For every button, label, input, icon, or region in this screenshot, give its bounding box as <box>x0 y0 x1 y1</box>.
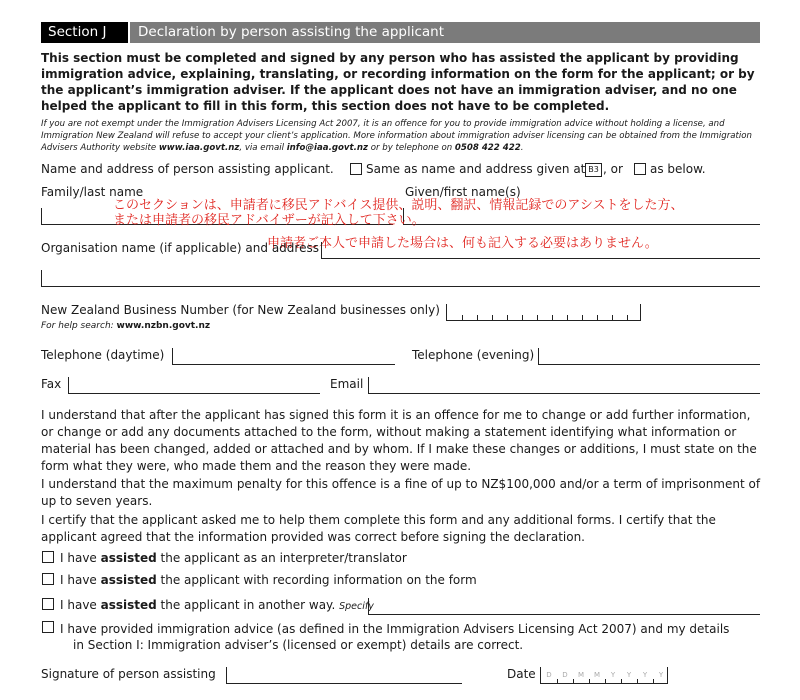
date-cell-divider <box>605 679 606 684</box>
recording-label-pre: I have <box>60 573 101 587</box>
ref-b3-box: B3 <box>585 163 602 177</box>
declaration-paragraph-2: I understand that the maximum penalty for this offence is a fine of up to NZ$100,000 and/or a term of imprisonment of up to seven years. <box>41 477 761 508</box>
immigration-advice-label-1: I have provided immigration advice (as defined in the Immigration Advisers Licensing Act 2007) and my details <box>60 622 730 636</box>
email-field-edge <box>368 377 369 394</box>
nzbn-help <box>41 321 210 331</box>
signature-field[interactable] <box>226 683 462 684</box>
date-cell <box>605 669 621 682</box>
recording-label-bold: assisted <box>100 573 157 587</box>
nzbn-help-link[interactable]: www.nzbn.govt.nz <box>116 321 211 331</box>
name-address-label: Name and address of person assisting applicant. <box>41 162 334 176</box>
note-text-4: . <box>520 143 524 153</box>
date-cell-letter: D <box>546 671 552 679</box>
date-cell-letter: M <box>593 671 601 679</box>
date-cell-letter: D <box>562 671 568 679</box>
interpreter-label-post: the applicant as an interpreter/translator <box>156 551 407 565</box>
interpreter-checkbox[interactable] <box>42 551 54 563</box>
address-field-edge <box>41 270 42 287</box>
recording-checkbox[interactable] <box>42 573 54 585</box>
nzbn-field[interactable] <box>446 304 641 321</box>
other-way-label-post: the applicant in another way. <box>156 598 336 612</box>
declaration-paragraph-3: I certify that the applicant asked me to help them complete this form and any additional forms. I certify that the applicant agreed that the information provided was correct before signing the declaration. <box>41 513 716 544</box>
email-label: Email <box>330 377 364 391</box>
family-name-field-edge <box>41 208 42 225</box>
date-cell-divider <box>637 679 638 684</box>
same-as-label: Same as name and address given at <box>366 162 586 176</box>
date-cell <box>557 669 573 682</box>
nzbn-digit-divider <box>612 315 613 320</box>
organisation-label: Organisation name (if applicable) and address <box>41 241 319 255</box>
interpreter-label-pre: I have <box>60 551 101 565</box>
nzbn-digit-divider <box>537 315 538 320</box>
nzbn-digit-divider <box>627 315 628 320</box>
other-way-label <box>60 598 374 612</box>
date-cell-letter: Y <box>626 671 632 679</box>
section-title: Declaration by person assisting the applicant <box>130 22 760 43</box>
date-cell-letter: M <box>577 671 585 679</box>
fax-label: Fax <box>41 377 62 391</box>
date-cell <box>573 669 589 682</box>
nzbn-digit-divider <box>567 315 568 320</box>
jp-annotation-1: このセクションは、申請者に移民アドバイス提供、説明、翻訳、情報記録でのアシストをした方、 <box>113 198 684 213</box>
telephone-day-label: Telephone (daytime) <box>41 348 165 362</box>
other-way-label-pre: I have <box>60 598 101 612</box>
immigration-advice-checkbox[interactable] <box>42 621 54 633</box>
nzbn-digit-divider <box>462 315 463 320</box>
date-cell <box>653 669 669 682</box>
other-way-checkbox[interactable] <box>42 598 54 610</box>
iaa-website-link[interactable]: www.iaa.govt.nz <box>158 143 240 153</box>
date-label: Date <box>507 667 536 681</box>
nzbn-help-prefix: For help search: <box>41 321 117 331</box>
same-as-checkbox[interactable] <box>350 163 362 175</box>
family-name-label: Family/last name <box>41 185 144 199</box>
intro-text: This section must be completed and signed by any person who has assisted the applicant by providing immigration advice, explaining, translating, or recording information on the form for the applicant; or by the applicant’s immigration adviser. If the applicant does not have an immigration adviser, and no one helped the applicant to fill in this form, this section does not have to be completed. <box>41 51 755 113</box>
recording-label-post: the applicant with recording information on the form <box>156 573 477 587</box>
note-text-2: , via email <box>239 143 287 153</box>
date-cell-letter: Y <box>610 671 616 679</box>
other-way-label-bold: assisted <box>100 598 157 612</box>
organisation-field-edge <box>321 242 322 259</box>
given-names-field[interactable] <box>403 224 760 225</box>
iaa-email-link[interactable]: info@iaa.govt.nz <box>286 143 368 153</box>
or-text: , or <box>603 162 623 176</box>
telephone-evening-label: Telephone (evening) <box>412 348 535 362</box>
date-cell-divider <box>621 679 622 684</box>
signature-label: Signature of person assisting <box>41 667 216 681</box>
fax-field-edge <box>68 377 69 394</box>
jp-annotation-2: または申請者の移民アドバイザーが記入して下さい。 <box>113 213 425 228</box>
fax-field[interactable] <box>68 393 320 394</box>
email-field[interactable] <box>368 393 760 394</box>
nzbn-digit-divider <box>507 315 508 320</box>
interpreter-label-bold: assisted <box>100 551 157 565</box>
nzbn-digit-divider <box>522 315 523 320</box>
specify-field[interactable] <box>368 614 760 615</box>
specify-label: Specify <box>339 601 374 612</box>
address-field[interactable] <box>41 286 760 287</box>
nzbn-digit-divider <box>552 315 553 320</box>
date-cell <box>541 669 557 682</box>
telephone-evening-field-edge <box>538 348 539 365</box>
as-below-checkbox[interactable] <box>634 163 646 175</box>
date-cell <box>621 669 637 682</box>
date-cell-letter: Y <box>642 671 648 679</box>
date-cell-letter: Y <box>658 671 664 679</box>
telephone-day-field[interactable] <box>172 364 395 365</box>
nzbn-digit-divider <box>582 315 583 320</box>
date-cell-divider <box>557 679 558 684</box>
organisation-field[interactable] <box>321 258 760 259</box>
interpreter-label <box>60 551 407 565</box>
date-cell-divider <box>589 679 590 684</box>
date-cell-divider <box>573 679 574 684</box>
as-below-label: as below. <box>650 162 706 176</box>
signature-field-edge <box>226 667 227 684</box>
date-cell <box>637 669 653 682</box>
date-cell-divider <box>653 679 654 684</box>
date-cell <box>589 669 605 682</box>
note-text-3: or by telephone on <box>368 143 455 153</box>
given-names-label: Given/first name(s) <box>405 185 521 199</box>
jp-annotation-3: 申請者ご本人で申請した場合は、何も記入する必要はありません。 <box>267 236 658 251</box>
note-text-1: If you are not exempt under the Immigration Advisers Licensing Act 2007, it is an offence for you to provide immigration advice without holding a license, and Immigration New Zealand will refuse to accept your client’s application. More information about immigration adviser licensing can be obtained from the Immigration Advisers Authority website <box>41 119 753 153</box>
nzbn-label: New Zealand Business Number (for New Zealand businesses only) <box>41 303 440 317</box>
telephone-day-field-edge <box>172 348 173 365</box>
licensing-note <box>41 118 759 154</box>
specify-field-edge <box>368 598 369 615</box>
nzbn-digit-divider <box>492 315 493 320</box>
recording-label <box>60 573 477 587</box>
immigration-advice-label-2: in Section I: Immigration adviser’s (licensed or exempt) details are correct. <box>73 638 524 652</box>
iaa-phone: 0508 422 422 <box>454 143 521 153</box>
declaration-paragraph-1: I understand that after the applicant has signed this form it is an offence for me to change or add further information, or change or add any documents attached to the form, without making a statement identifying what information or material has been changed, added or attached and by whom. If I make these changes or additions, I must state on the form what they were, who made them and the reason they were made. <box>41 408 757 473</box>
nzbn-digit-divider <box>477 315 478 320</box>
nzbn-digit-divider <box>597 315 598 320</box>
date-field[interactable] <box>540 667 668 684</box>
section-tab: Section J <box>41 22 128 43</box>
telephone-evening-field[interactable] <box>538 364 760 365</box>
